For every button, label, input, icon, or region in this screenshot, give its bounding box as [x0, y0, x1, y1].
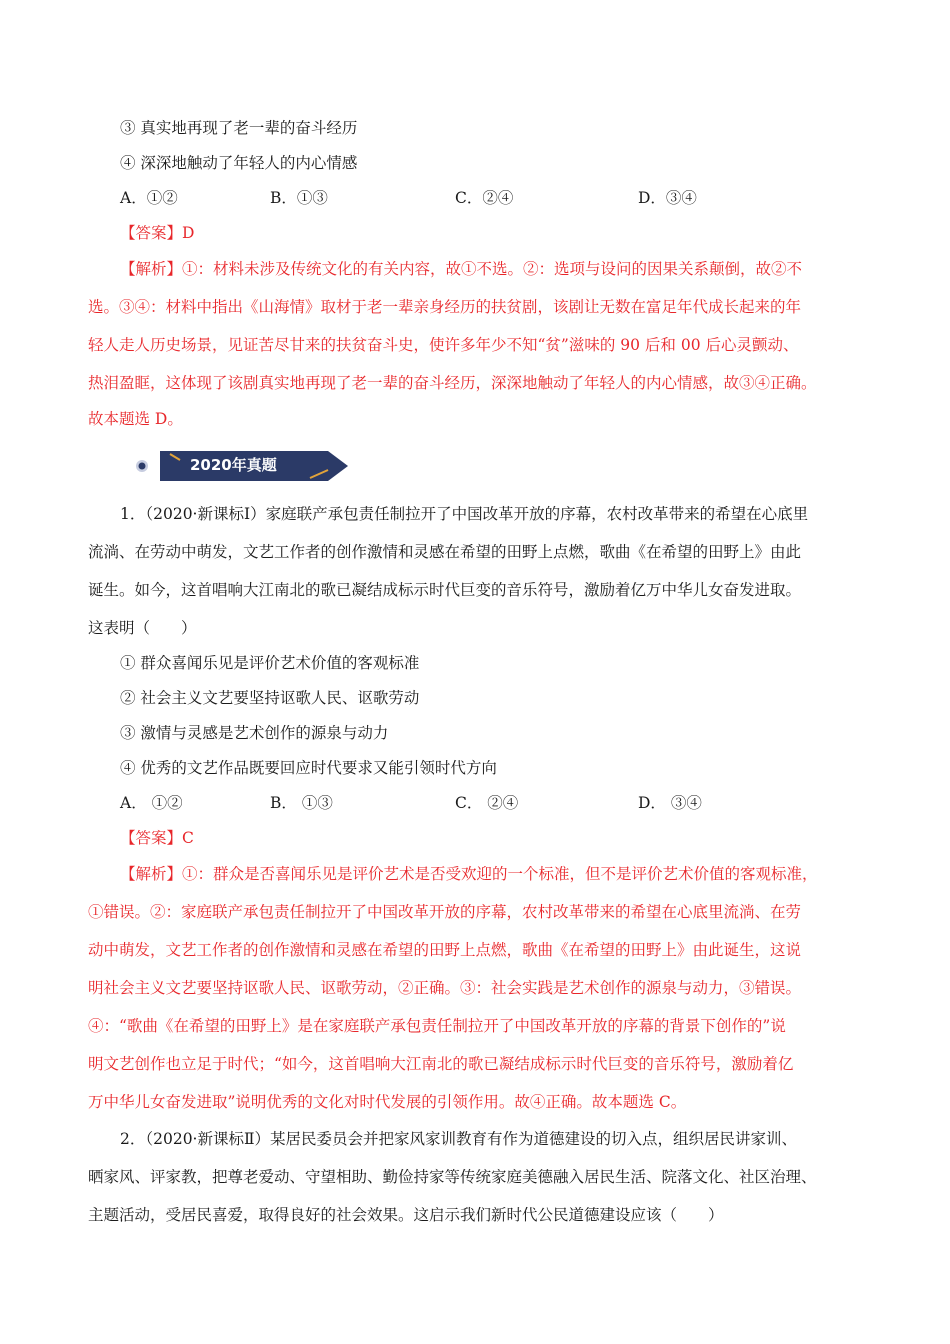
q1-option-d: D． ③④	[638, 794, 702, 812]
q1-analysis-line-2: ①错误。②：家庭联产承包责任制拉开了中国改革开放的序幕，农村改革带来的希望在心底里流淌、在劳	[88, 903, 802, 921]
q1-stem-line-4: 这表明（ ）	[88, 619, 197, 637]
q1-item-3: ③ 激情与灵感是艺术创作的源泉与动力	[120, 724, 389, 742]
q1-analysis-line-3: 动中萌发，文艺工作者的创作激情和灵感在希望的田野上点燃，歌曲《在希望的田野上》由此诞生，这说	[88, 941, 802, 959]
q1-analysis-line-6: 明文艺创作也立足于时代；“如今，这首唱响大江南北的歌已凝结成标示时代巨变的音乐符号，激励着亿	[88, 1055, 794, 1073]
q1-option-a: A． ①②	[120, 794, 183, 812]
prev-option-a: A．①②	[120, 189, 178, 207]
prev-option-b: B．①③	[270, 189, 328, 207]
q1-item-2: ② 社会主义文艺要坚持讴歌人民、讴歌劳动	[120, 689, 420, 707]
q1-analysis-line-1: 【解析】①：群众是否喜闻乐见是评价艺术是否受欢迎的一个标准，但不是评价艺术价值的客观标准，	[120, 865, 818, 883]
q2-stem-line-1: 2．（2020·新课标Ⅱ）某居民委员会并把家风家训教育有作为道德建设的切入点，组织居民讲家训、	[120, 1130, 798, 1148]
prev-item-4: ④ 深深地触动了年轻人的内心情感	[120, 154, 358, 172]
section-title: 2020年真题	[190, 456, 277, 474]
q1-analysis-line-7: 万中华儿女奋发进取”说明优秀的文化对时代发展的引领作用。故④正确。故本题选 C。	[88, 1093, 687, 1111]
prev-analysis-line-4: 热泪盈眶，这体现了该剧真实地再现了老一辈的奋斗经历，深深地触动了年轻人的内心情感，故③④正确。	[88, 374, 817, 392]
prev-analysis-line-3: 轻人走人历史场景，见证苦尽甘来的扶贫奋斗史，使许多年少不知“贫”滋味的 90 后和 00 后心灵颤动、	[88, 336, 799, 354]
q1-stem-line-3: 诞生。如今，这首唱响大江南北的歌已凝结成标示时代巨变的音乐符号，激励着亿万中华儿女奋发进取。	[88, 581, 802, 599]
prev-option-d: D．③④	[638, 189, 697, 207]
q1-option-c: C． ②④	[455, 794, 519, 812]
prev-analysis-line-2: 选。③④：材料中指出《山海情》取材于老一辈亲身经历的扶贫剧，该剧让无数在富足年代成长起来的年	[88, 298, 802, 316]
q2-stem-line-2: 晒家风、评家教，把尊老爱动、守望相助、勤俭持家等传统家庭美德融入居民生活、院落文化、社区治理、	[88, 1168, 817, 1186]
q1-analysis-line-4: 明社会主义文艺要坚持讴歌人民、讴歌劳动，②正确。③：社会实践是艺术创作的源泉与动力，③错误。	[88, 979, 802, 997]
prev-analysis-line-5: 故本题选 D。	[88, 410, 183, 428]
prev-option-c: C．②④	[455, 189, 514, 207]
q2-stem-line-3: 主题活动，受居民喜爱，取得良好的社会效果。这启示我们新时代公民道德建设应该（ ）	[88, 1206, 724, 1224]
prev-analysis-line-1: 【解析】①：材料未涉及传统文化的有关内容，故①不选。②：选项与设问的因果关系颠倒，故②不	[120, 260, 803, 278]
q1-answer: 【答案】C	[120, 829, 194, 847]
q1-stem-line-1: 1．（2020·新课标Ⅰ）家庭联产承包责任制拉开了中国改革开放的序幕，农村改革带来的希望在心底里	[120, 505, 809, 523]
q1-option-b: B． ①③	[270, 794, 333, 812]
q1-item-4: ④ 优秀的文艺作品既要回应时代要求又能引领时代方向	[120, 759, 497, 777]
prev-item-3: ③ 真实地再现了老一辈的奋斗经历	[120, 119, 358, 137]
prev-answer: 【答案】D	[120, 224, 195, 242]
q1-stem-line-2: 流淌、在劳动中萌发，文艺工作者的创作激情和灵感在希望的田野上点燃，歌曲《在希望的田野上》由此	[88, 543, 802, 561]
q1-item-1: ① 群众喜闻乐见是评价艺术价值的客观标准	[120, 654, 420, 672]
q1-analysis-line-5: ④：“歌曲《在希望的田野上》是在家庭联产承包责任制拉开了中国改革开放的序幕的背景下创作的”说	[88, 1017, 786, 1035]
